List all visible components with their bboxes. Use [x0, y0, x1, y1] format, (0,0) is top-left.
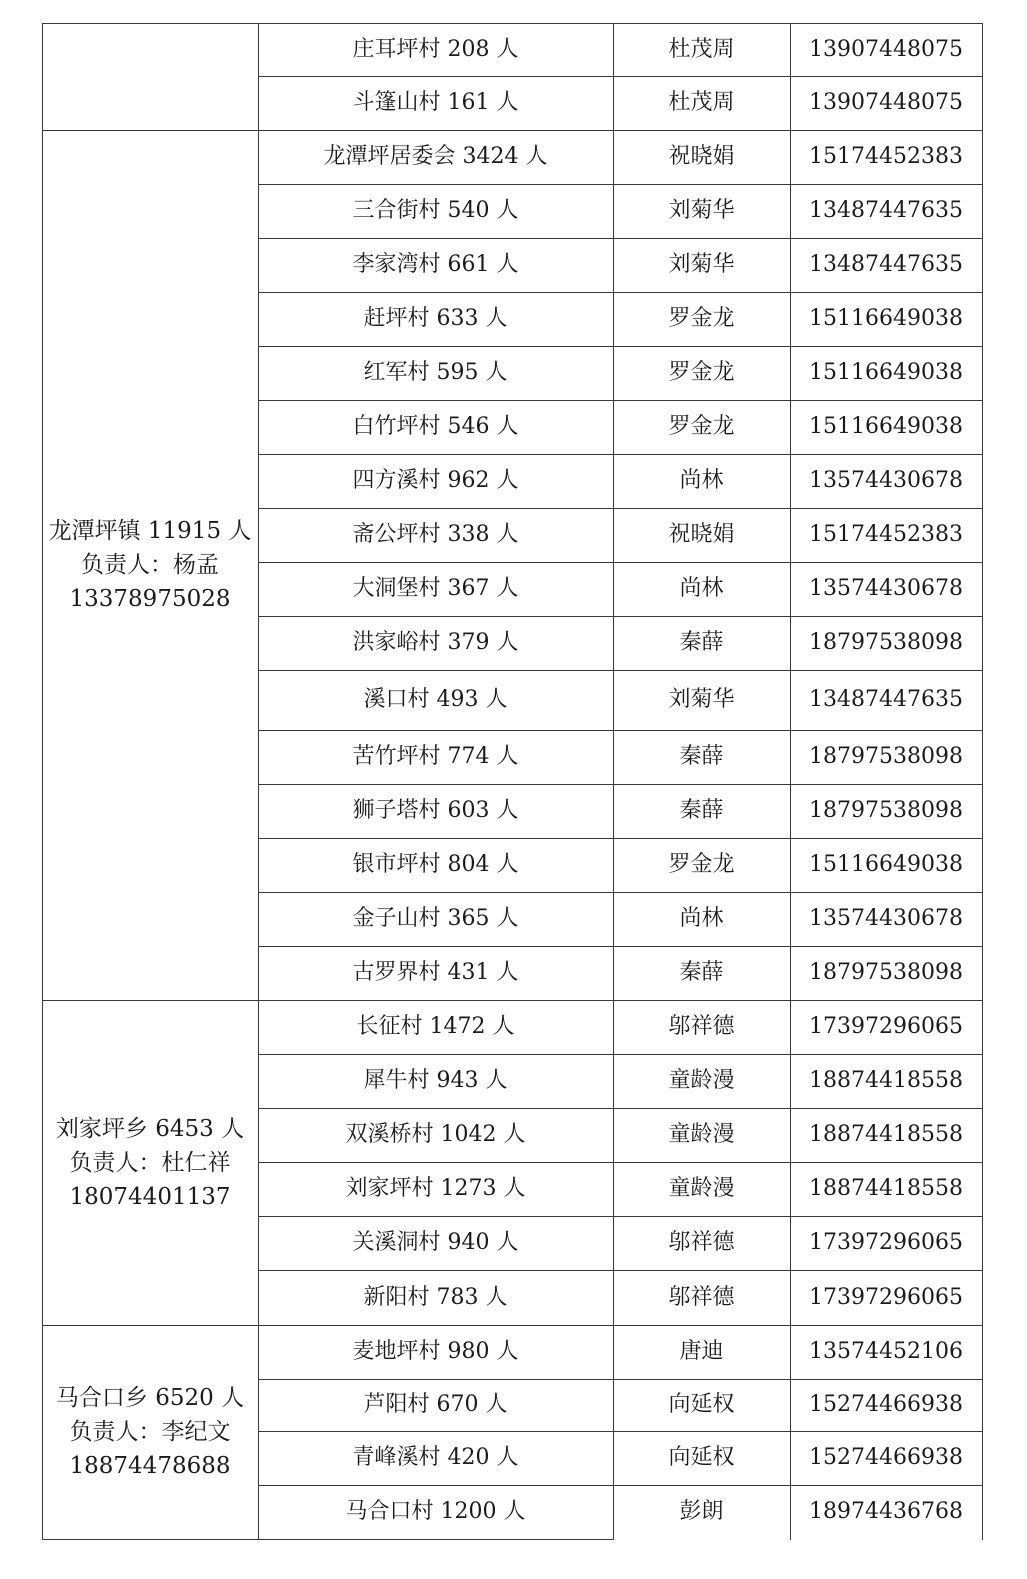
row-divider: [258, 508, 983, 509]
contact-person-cell: 尚林: [679, 906, 724, 931]
village-cell: 洪家峪村 379 人: [352, 630, 519, 655]
row-divider: [42, 23, 258, 24]
contact-phone-cell: 13574430678: [809, 468, 963, 493]
contact-phone-cell: 15174452383: [809, 144, 963, 169]
column-divider: [982, 23, 983, 1540]
village-cell: 芦阳村 670 人: [363, 1392, 508, 1417]
village-cell: 银市坪村 804 人: [352, 852, 519, 877]
row-divider: [258, 346, 983, 347]
village-cell: 四方溪村 962 人: [352, 468, 519, 493]
row-divider: [258, 838, 983, 839]
township-name: 龙潭坪镇 11915 人: [48, 518, 252, 544]
township-leader: 负责人：杜仁祥: [69, 1149, 231, 1176]
contact-phone-cell: 13487447635: [809, 252, 963, 277]
row-divider: [258, 238, 983, 239]
contact-phone-cell: 13574452106: [809, 1339, 963, 1364]
township-cell: [42, 130, 258, 1000]
village-cell: 赶坪村 633 人: [363, 306, 508, 331]
contact-person-cell: 童龄漫: [668, 1122, 735, 1147]
contact-person-cell: 秦薛: [679, 960, 724, 985]
row-divider: [258, 784, 983, 785]
contact-phone-cell: 18797538098: [809, 630, 963, 655]
township-phone: 18074401137: [69, 1183, 231, 1210]
township-phone: 18874478688: [69, 1453, 231, 1479]
contact-person-cell: 邬祥德: [668, 1230, 735, 1255]
contact-person-cell: 罗金龙: [668, 852, 735, 877]
village-cell: 狮子塔村 603 人: [352, 798, 519, 823]
village-cell: 斋公坪村 338 人: [352, 522, 519, 547]
village-cell: 红军村 595 人: [363, 360, 508, 385]
contact-phone-cell: 18874418558: [809, 1176, 963, 1201]
contact-person-cell: 杜茂周: [668, 90, 735, 115]
column-divider: [613, 23, 614, 1540]
row-divider: [258, 1325, 983, 1326]
row-divider: [258, 1216, 983, 1217]
contact-phone-cell: 17397296065: [809, 1284, 963, 1310]
contact-phone-cell: 18974436768: [809, 1499, 963, 1524]
contact-person-cell: 唐迪: [679, 1339, 724, 1364]
village-cell: 庄耳坪村 208 人: [352, 36, 519, 62]
column-divider: [258, 23, 259, 1540]
row-divider: [258, 76, 983, 77]
township-cell: [42, 1000, 258, 1325]
row-divider: [258, 1108, 983, 1109]
contact-phone-cell: 13574430678: [809, 576, 963, 601]
row-divider: [258, 130, 983, 131]
contact-person-cell: 尚林: [679, 468, 724, 493]
row-divider: [258, 1162, 983, 1163]
row-divider: [258, 1379, 983, 1380]
contact-phone-cell: 15116649038: [809, 360, 963, 385]
row-divider: [258, 400, 983, 401]
contact-person-cell: 邬祥德: [668, 1014, 735, 1039]
village-cell: 李家湾村 661 人: [352, 252, 519, 277]
row-divider: [258, 946, 983, 947]
township-name: 刘家坪乡 6453 人: [55, 1115, 245, 1142]
village-cell: 龙潭坪居委会 3424 人: [323, 144, 548, 169]
row-divider: [258, 1431, 983, 1432]
row-divider: [258, 292, 983, 293]
village-cell: 三合街村 540 人: [352, 198, 519, 223]
village-cell: 大洞堡村 367 人: [352, 576, 519, 601]
row-divider: [258, 1485, 983, 1486]
contact-person-cell: 祝晓娟: [668, 144, 735, 169]
village-cell: 长征村 1472 人: [356, 1014, 515, 1039]
village-cell: 新阳村 783 人: [363, 1284, 508, 1310]
township-name: 马合口乡 6520 人: [55, 1385, 245, 1411]
contact-phone-cell: 15274466938: [809, 1392, 963, 1417]
village-cell: 双溪桥村 1042 人: [345, 1122, 526, 1147]
contact-person-cell: 杜茂周: [668, 36, 735, 62]
contact-person-cell: 彭朗: [679, 1499, 724, 1524]
contact-person-cell: 童龄漫: [668, 1176, 735, 1201]
village-cell: 溪口村 493 人: [363, 687, 508, 712]
village-cell: 刘家坪村 1273 人: [345, 1176, 526, 1201]
village-cell: 马合口村 1200 人: [345, 1499, 526, 1524]
column-divider: [42, 23, 43, 1540]
contact-person-cell: 罗金龙: [668, 414, 735, 439]
contact-phone-cell: 17397296065: [809, 1014, 963, 1039]
row-divider: [258, 184, 983, 185]
village-cell: 金子山村 365 人: [352, 906, 519, 931]
contact-phone-cell: 13487447635: [809, 198, 963, 223]
contact-phone-cell: 13907448075: [809, 90, 963, 115]
contact-phone-cell: 15274466938: [809, 1445, 963, 1470]
contact-phone-cell: 15116649038: [809, 852, 963, 877]
contact-person-cell: 罗金龙: [668, 306, 735, 331]
village-cell: 麦地坪村 980 人: [352, 1339, 519, 1364]
contact-person-cell: 祝晓娟: [668, 522, 735, 547]
row-divider: [258, 1270, 983, 1271]
village-cell: 苦竹坪村 774 人: [352, 744, 519, 769]
contact-person-cell: 童龄漫: [668, 1068, 735, 1093]
contact-phone-cell: 13907448075: [809, 36, 963, 62]
township-phone: 13378975028: [69, 586, 231, 612]
contact-phone-cell: 15174452383: [809, 522, 963, 547]
contact-person-cell: 尚林: [679, 576, 724, 601]
contact-person-cell: 向延权: [668, 1392, 735, 1417]
column-divider: [790, 23, 791, 1540]
contact-phone-cell: 18797538098: [809, 798, 963, 823]
contact-phone-cell: 15116649038: [809, 306, 963, 331]
village-cell: 青峰溪村 420 人: [352, 1445, 519, 1470]
row-divider: [258, 1000, 983, 1001]
row-divider: [258, 454, 983, 455]
row-divider: [258, 23, 983, 24]
contact-person-cell: 秦薛: [679, 630, 724, 655]
contact-phone-cell: 18874418558: [809, 1068, 963, 1093]
row-divider: [258, 562, 983, 563]
village-cell: 关溪洞村 940 人: [352, 1230, 519, 1255]
township-leader: 负责人：杨孟: [81, 552, 219, 578]
contact-person-cell: 秦薛: [679, 744, 724, 769]
township-cell: [42, 23, 258, 130]
contact-phone-cell: 18797538098: [809, 744, 963, 769]
group-divider: [42, 1000, 258, 1001]
contact-phone-cell: 18797538098: [809, 960, 963, 985]
village-cell: 古罗界村 431 人: [352, 960, 519, 985]
row-divider: [258, 730, 983, 731]
township-leader: 负责人：李纪文: [69, 1419, 231, 1445]
contact-phone-cell: 13574430678: [809, 906, 963, 931]
village-cell: 白竹坪村 546 人: [352, 414, 519, 439]
contact-person-cell: 秦薛: [679, 798, 724, 823]
row-divider: [42, 1539, 614, 1540]
row-divider: [258, 670, 983, 671]
contact-phone-cell: 17397296065: [809, 1230, 963, 1255]
contact-person-cell: 刘菊华: [668, 687, 735, 712]
row-divider: [258, 616, 983, 617]
contact-person-cell: 罗金龙: [668, 360, 735, 385]
row-divider: [258, 892, 983, 893]
contact-person-cell: 刘菊华: [668, 252, 735, 277]
village-cell: 犀牛村 943 人: [363, 1068, 508, 1093]
group-divider: [42, 130, 258, 131]
row-divider: [258, 1054, 983, 1055]
group-divider: [42, 1325, 258, 1326]
contact-phone-cell: 18874418558: [809, 1122, 963, 1147]
village-cell: 斗篷山村 161 人: [352, 90, 519, 115]
contact-phone-cell: 15116649038: [809, 414, 963, 439]
township-cell: [42, 1325, 258, 1539]
contact-person-cell: 向延权: [668, 1445, 735, 1470]
contact-phone-cell: 13487447635: [809, 687, 963, 712]
contact-person-cell: 邬祥德: [668, 1284, 735, 1310]
contact-person-cell: 刘菊华: [668, 198, 735, 223]
